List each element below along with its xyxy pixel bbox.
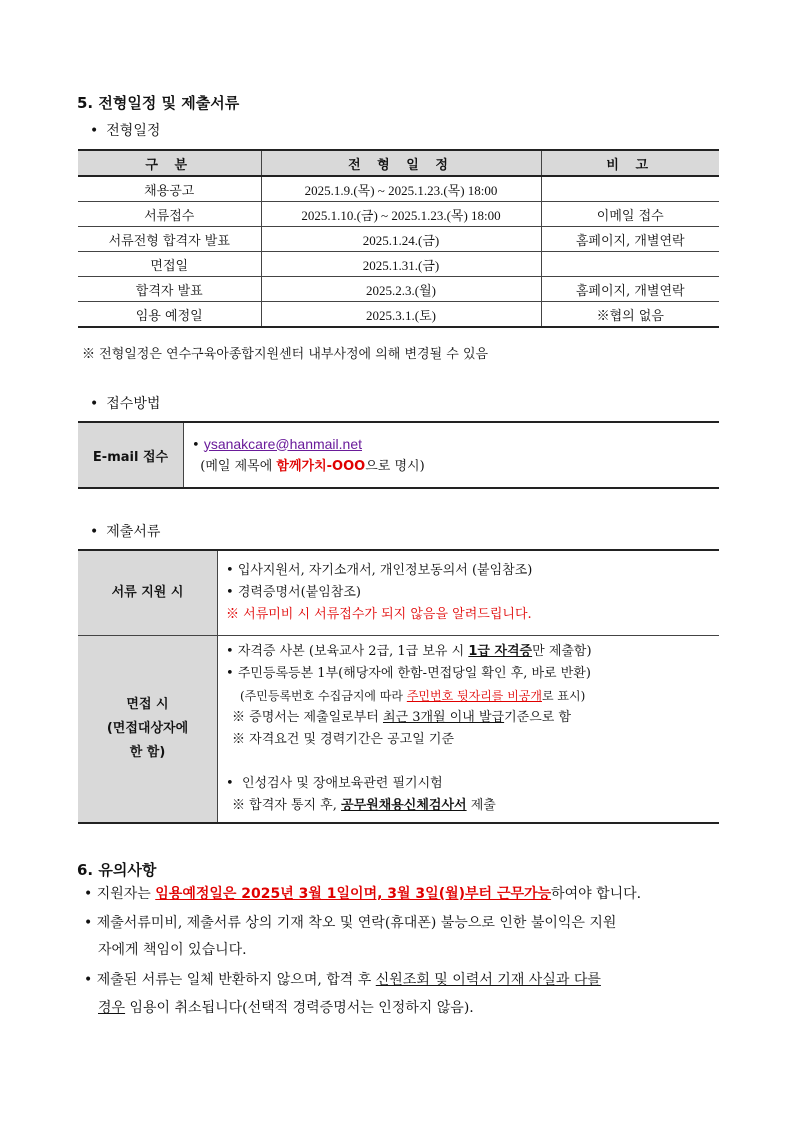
proof-pre: ※ 증명서는 제출일로부터	[232, 710, 383, 725]
cell-date: 2025.1.31.(금)	[261, 252, 541, 277]
proof-note	[226, 707, 718, 729]
docs-row-interview	[78, 636, 719, 824]
schedule-note: ※ 전형일정은 연수구육아종합지원센터 내부사정에 의해 변경될 수 있음	[82, 347, 489, 362]
cell-category: 합격자 발표	[78, 277, 261, 302]
docs-item-text: 경력증명서(붙임참조)	[237, 585, 361, 600]
list-item: • 입사지원서, 자기소개서, 개인정보동의서 (붙임참조)	[226, 563, 533, 578]
email-line	[192, 434, 718, 456]
cell-remark	[541, 176, 719, 202]
interview-label-2: (면접대상자에	[106, 721, 189, 736]
list-item: • 지원자는 임용예정일은 2025년 3월 1일이며, 3월 3일(월)부터 근무가능하여야 합니다.	[84, 886, 642, 902]
notice-1-post: 하여야 합니다.	[551, 886, 642, 902]
email-subject-line	[192, 456, 718, 477]
interview-label-3: 한 함)	[129, 745, 166, 760]
section-5-title: 5. 전형일정 및 제출서류	[77, 94, 240, 112]
email-label: E-mail 접수	[78, 422, 184, 488]
resident-note	[226, 685, 718, 707]
section-6-title: 6. 유의사항	[77, 861, 157, 879]
notice-3-line-2	[98, 994, 474, 1023]
health-note	[226, 795, 718, 817]
header-schedule: 전 형 일 정	[261, 150, 541, 176]
docs-row-application	[78, 550, 719, 636]
bullet-icon: •	[90, 396, 99, 412]
table-row	[78, 227, 719, 252]
exam-text: 인성검사 및 장애보육관련 필기시험	[241, 776, 443, 791]
cert-text: 자격증 사본 (보육교사 2급, 1급 보유 시	[237, 644, 469, 659]
docs-label-application: 서류 지원 시	[78, 550, 218, 636]
table-row	[78, 252, 719, 277]
cell-remark: ※협의 없음	[541, 302, 719, 328]
bullet-icon: •	[90, 123, 99, 139]
docs-label-interview	[78, 636, 218, 824]
notice-3-underline: 신원조회 및 이력서 기재 사실과 다를	[375, 972, 601, 988]
cell-remark	[541, 252, 719, 277]
spacer	[226, 751, 718, 773]
table-row	[78, 202, 719, 227]
notice-1-highlight: 임용예정일은 2025년 3월 1일이며, 3월 3일(월)부터 근무가능	[155, 886, 552, 902]
list-item: • 인성검사 및 장애보육관련 필기시험	[226, 776, 443, 791]
notice-3-line-2-post: 임용이 취소됩니다(선택적 경력증명서는 인정하지 않음).	[125, 1000, 474, 1016]
resident-note-post: 로 표시)	[541, 689, 586, 703]
health-pre: ※ 합격자 통지 후,	[232, 798, 342, 813]
documents-table	[78, 549, 719, 824]
interview-label-1: 면접 시	[126, 697, 169, 712]
list-item: • 자격증 사본 (보육교사 2급, 1급 보유 시 1급 자격증만 제출함)	[226, 644, 592, 659]
bullet-icon: •	[192, 437, 200, 453]
table-row	[78, 176, 719, 202]
docs-warning: ※ 서류미비 시 서류접수가 되지 않음을 알려드립니다.	[226, 607, 532, 622]
list-item: • 주민등록등본 1부(해당자에 한함-면접당일 확인 후, 바로 반환)	[226, 666, 591, 681]
docs-content-interview	[218, 636, 720, 824]
docs-item-text: 입사지원서, 자기소개서, 개인정보동의서 (붙임참조)	[237, 563, 533, 578]
reception-heading	[90, 393, 160, 413]
qualification-note: ※ 자격요건 및 경력기간은 공고일 기준	[232, 732, 455, 747]
header-remarks: 비 고	[541, 150, 719, 176]
schedule-header-row	[78, 150, 719, 176]
cell-date: 2025.1.24.(금)	[261, 227, 541, 252]
cell-category: 서류접수	[78, 202, 261, 227]
notice-3-pre: 제출된 서류는 일체 반환하지 않으며, 합격 후	[96, 972, 376, 988]
docs-content-application	[218, 550, 720, 636]
table-row	[78, 302, 719, 328]
schedule-table	[78, 149, 719, 328]
cell-category: 서류전형 합격자 발표	[78, 227, 261, 252]
email-reception-table	[78, 421, 719, 489]
schedule-heading	[90, 120, 160, 140]
health-post: 제출	[466, 798, 496, 813]
cell-date: 2025.2.3.(월)	[261, 277, 541, 302]
notice-1-pre: 지원자는	[96, 886, 156, 902]
proof-post: 기준으로 함	[504, 710, 572, 725]
header-category: 구 분	[78, 150, 261, 176]
list-item: • 제출된 서류는 일체 반환하지 않으며, 합격 후 신원조회 및 이력서 기재 사실과 다를	[84, 972, 601, 988]
cell-category: 채용공고	[78, 176, 261, 202]
docs-heading-text: 제출서류	[106, 524, 161, 540]
cell-remark: 이메일 접수	[541, 202, 719, 227]
subject-suffix: 으로 명시)	[365, 458, 425, 474]
bullet-icon: •	[90, 524, 99, 540]
notice-2-line-1: 제출서류미비, 제출서류 상의 기재 착오 및 연락(휴대폰) 불능으로 인한 불이익은 지원	[96, 915, 617, 931]
email-content	[184, 422, 720, 488]
docs-heading	[90, 521, 160, 541]
resident-note-pre: (주민등록번호 수집금지에 따라	[240, 689, 407, 703]
email-link[interactable]: ysanakcare@hanmail.net	[203, 435, 362, 452]
proof-underline: 최근 3개월 이내 발급	[382, 710, 505, 725]
cell-remark: 홈페이지, 개별연락	[541, 227, 719, 252]
list-item: • 경력증명서(붙임참조)	[226, 585, 361, 600]
cell-remark: 홈페이지, 개별연락	[541, 277, 719, 302]
notice-3-line-2-underline: 경우	[98, 1000, 126, 1016]
resident-note-red: 주민번호 뒷자리를 비공개	[406, 689, 542, 703]
cell-date: 2025.3.1.(토)	[261, 302, 541, 328]
table-row	[78, 277, 719, 302]
cell-category: 면접일	[78, 252, 261, 277]
cell-category: 임용 예정일	[78, 302, 261, 328]
notice-2-line-2: 자에게 책임이 있습니다.	[98, 942, 247, 958]
subject-prefix: (메일 제목에	[200, 458, 277, 474]
cell-date: 2025.1.9.(목) ~ 2025.1.23.(목) 18:00	[261, 176, 541, 202]
cert-bold: 1급 자격증	[468, 644, 533, 659]
health-bold: 공무원채용신체검사서	[341, 798, 467, 813]
resident-text: 주민등록등본 1부(해당자에 한함-면접당일 확인 후, 바로 반환)	[237, 666, 591, 681]
list-item: • 제출서류미비, 제출서류 상의 기재 착오 및 연락(휴대폰) 불능으로 인한 불이익은 지원	[84, 915, 617, 931]
schedule-heading-text: 전형일정	[106, 123, 161, 139]
reception-heading-text: 접수방법	[106, 396, 161, 412]
cell-date: 2025.1.10.(금) ~ 2025.1.23.(목) 18:00	[261, 202, 541, 227]
subject-highlight: 함께가치-OOO	[276, 458, 366, 474]
cert-post: 만 제출함)	[532, 644, 592, 659]
